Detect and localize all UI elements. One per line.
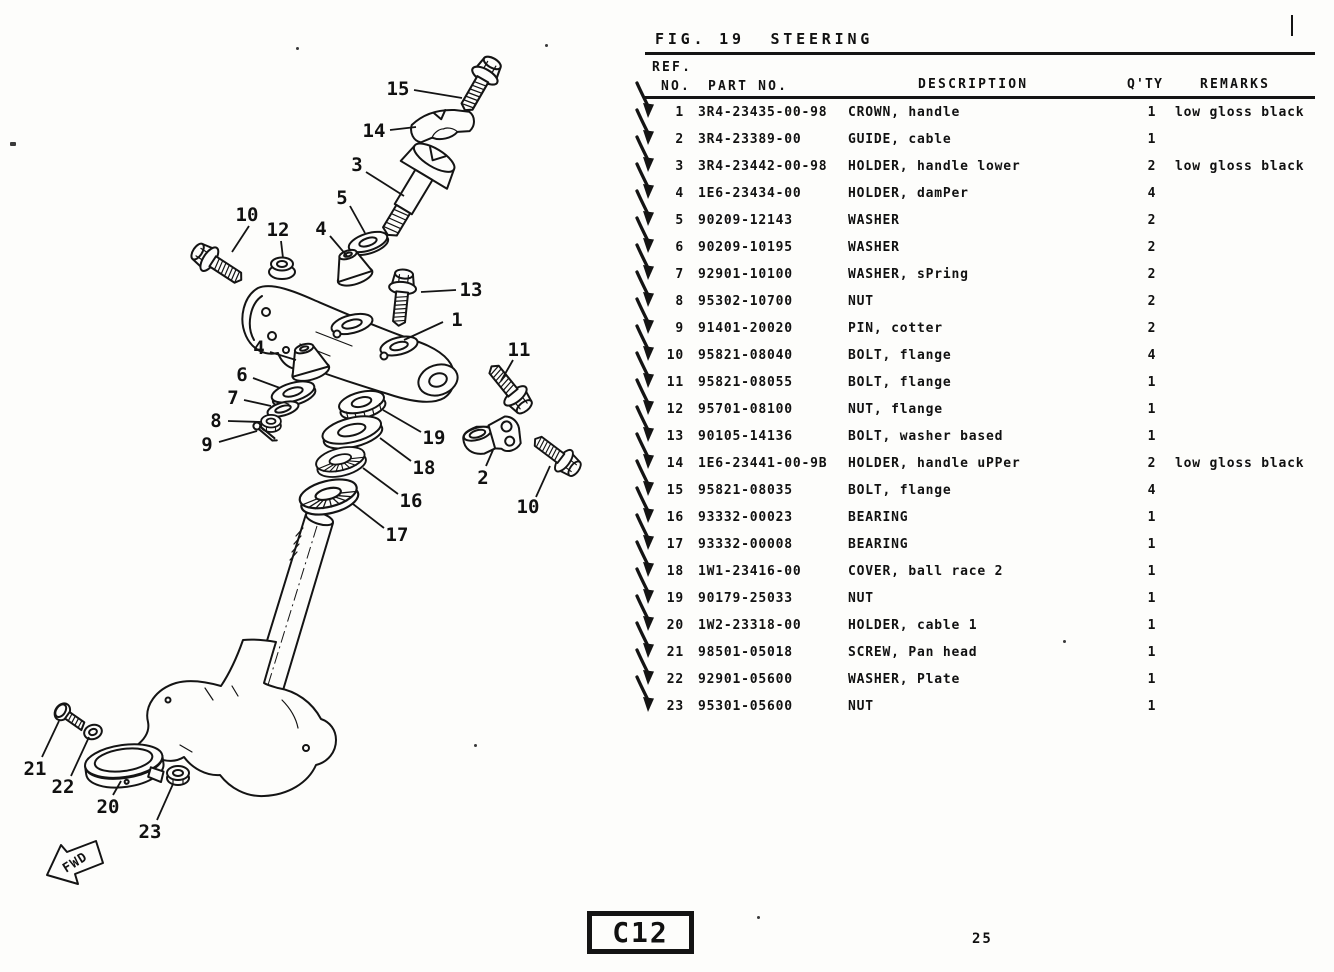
part-no: 3R4-23435-00-98 (698, 105, 828, 120)
qty: 1 (1147, 618, 1157, 633)
description: NUT (848, 591, 874, 606)
table-row (630, 105, 1334, 121)
remarks: low gloss black (1175, 105, 1305, 120)
callout-label: 16 (399, 490, 423, 512)
description: NUT (848, 294, 874, 309)
remarks: low gloss black (1175, 456, 1305, 471)
part-no: 95301-05600 (698, 699, 793, 714)
callout-label: 12 (266, 219, 290, 241)
table-row (630, 186, 1334, 202)
clamp-nut-part (167, 766, 189, 785)
callout-label: 5 (336, 187, 348, 209)
callout-label: 7 (227, 387, 239, 409)
callout-label: 3 (351, 154, 363, 176)
description: HOLDER, handle uPPer (848, 456, 1021, 471)
part-no: 1E6-23434-00 (698, 186, 802, 201)
table-row (630, 564, 1334, 580)
qty: 1 (1147, 591, 1157, 606)
flange-bolt-left-part (186, 238, 248, 291)
qty: 1 (1147, 375, 1157, 390)
print-speck (10, 142, 16, 146)
ref-no: 3 (675, 159, 684, 174)
callout-leader (219, 431, 257, 442)
callout-leader (380, 438, 411, 461)
description: BOLT, flange (848, 375, 952, 390)
qty: 4 (1147, 483, 1157, 498)
print-speck (757, 916, 760, 919)
part-no: 95302-10700 (698, 294, 793, 309)
table-row (630, 321, 1334, 337)
part-no: 1W1-23416-00 (698, 564, 802, 579)
description: PIN, cotter (848, 321, 943, 336)
callout-label: 15 (386, 78, 410, 100)
table-row (630, 429, 1334, 445)
callout-label: 10 (516, 496, 540, 518)
callout-label: 8 (210, 410, 222, 432)
ref-no: 5 (675, 213, 684, 228)
table-row (630, 375, 1334, 391)
part-no: 93332-00023 (698, 510, 793, 525)
callout-label: 23 (138, 821, 162, 843)
part-no: 95821-08040 (698, 348, 793, 363)
callout-label: 14 (362, 120, 386, 142)
registration-tick (1291, 15, 1293, 36)
table-row (630, 456, 1334, 472)
ref-no: 2 (675, 132, 684, 147)
description: BOLT, flange (848, 348, 952, 363)
qty: 1 (1147, 645, 1157, 660)
print-speck (296, 47, 299, 50)
description: COVER, ball race 2 (848, 564, 1004, 579)
col-header-ref-1: REF. (652, 60, 693, 75)
part-no: 3R4-23442-00-98 (698, 159, 828, 174)
table-row (630, 213, 1334, 229)
description: BEARING (848, 537, 909, 552)
callout-label: 1 (451, 309, 463, 331)
ref-no: 12 (666, 402, 684, 417)
section-code-box (587, 911, 694, 954)
qty: 1 (1147, 564, 1157, 579)
remarks: low gloss black (1175, 159, 1305, 174)
table-row (630, 618, 1334, 634)
callout-leader (281, 241, 283, 258)
table-row (630, 591, 1334, 607)
qty: 1 (1147, 537, 1157, 552)
part-no: 90105-14136 (698, 429, 793, 444)
part-no: 95701-08100 (698, 402, 793, 417)
callout-label: 18 (412, 457, 436, 479)
part-no: 98501-05018 (698, 645, 793, 660)
table-row (630, 267, 1334, 283)
description: HOLDER, cable 1 (848, 618, 978, 633)
qty: 2 (1147, 267, 1157, 282)
table-row (630, 672, 1334, 688)
part-no: 91401-20020 (698, 321, 793, 336)
description: NUT (848, 699, 874, 714)
flange-bolt-right-part (527, 429, 585, 482)
table-row (630, 240, 1334, 256)
exploded-diagram (0, 0, 640, 972)
qty: 1 (1147, 672, 1157, 687)
col-header-part-no: PART NO. (708, 79, 789, 94)
callout-label: 20 (96, 796, 120, 818)
cable-guide-part (460, 414, 524, 463)
description: WASHER (848, 240, 900, 255)
washer-based-bolt-part (385, 268, 418, 327)
qty: 1 (1147, 699, 1157, 714)
description: GUIDE, cable (848, 132, 952, 147)
ref-no: 10 (666, 348, 684, 363)
ref-no: 18 (666, 564, 684, 579)
table-row (630, 510, 1334, 526)
description: BEARING (848, 510, 909, 525)
col-header-qty: Q'TY (1127, 77, 1164, 92)
callout-leader (157, 784, 173, 820)
qty: 1 (1147, 402, 1157, 417)
part-no: 95821-08035 (698, 483, 793, 498)
qty: 2 (1147, 213, 1157, 228)
callout-label: 13 (459, 279, 483, 301)
callout-leader (42, 721, 59, 757)
page-number: 25 (972, 931, 993, 947)
qty: 4 (1147, 186, 1157, 201)
description: SCREW, Pan head (848, 645, 978, 660)
callout-leader (228, 421, 262, 422)
qty: 1 (1147, 429, 1157, 444)
table-row (630, 537, 1334, 553)
table-row (630, 348, 1334, 364)
callout-label: 6 (236, 364, 248, 386)
callout-label: 21 (23, 758, 47, 780)
col-header-description: DESCRIPTION (918, 77, 1029, 92)
ref-no: 23 (666, 699, 684, 714)
part-no: 92901-10100 (698, 267, 793, 282)
ref-no: 21 (666, 645, 684, 660)
ref-no: 20 (666, 618, 684, 633)
part-no: 90209-12143 (698, 213, 793, 228)
qty: 2 (1147, 294, 1157, 309)
description: HOLDER, handle lower (848, 159, 1021, 174)
ref-no: 8 (675, 294, 684, 309)
callout-label: 11 (507, 339, 531, 361)
callout-label: 10 (235, 204, 259, 226)
table-row (630, 699, 1334, 715)
ref-no: 7 (675, 267, 684, 282)
callout-leader (353, 504, 384, 528)
ref-no: 1 (675, 105, 684, 120)
ref-no: 17 (666, 537, 684, 552)
part-no: 93332-00008 (698, 537, 793, 552)
callout-label: 2 (477, 467, 489, 489)
plate-washer-part (82, 723, 103, 742)
callout-leader (383, 410, 421, 432)
holder-bolt-part (453, 52, 507, 118)
figure-title: FIG. 19 STEERING (655, 30, 874, 48)
callout-label: 4 (253, 337, 265, 359)
callout-label: 4 (315, 218, 327, 240)
part-no: 90209-10195 (698, 240, 793, 255)
section-code: C12 (612, 916, 669, 949)
callout-leader (350, 206, 365, 233)
upper-bearing-part (314, 443, 369, 482)
qty: 2 (1147, 240, 1157, 255)
callout-leader (404, 322, 443, 340)
ref-no: 19 (666, 591, 684, 606)
callout-leader (366, 172, 404, 196)
part-no: 95821-08055 (698, 375, 793, 390)
part-no: 3R4-23389-00 (698, 132, 802, 147)
callout-label: 9 (201, 434, 213, 456)
callout-leader (363, 468, 398, 494)
print-speck (474, 744, 477, 747)
fwd-label: FWD (60, 849, 91, 877)
holder-cable-part (83, 740, 166, 792)
description: WASHER, Plate (848, 672, 961, 687)
qty: 4 (1147, 348, 1157, 363)
col-header-ref-2: NO. (661, 79, 692, 94)
description: CROWN, handle (848, 105, 961, 120)
table-row (630, 402, 1334, 418)
part-no: 92901-05600 (698, 672, 793, 687)
lower-bearing-part (297, 474, 361, 520)
ref-no: 9 (675, 321, 684, 336)
qty: 2 (1147, 456, 1157, 471)
print-speck (545, 44, 548, 47)
callout-label: 17 (385, 524, 409, 546)
print-speck (1063, 640, 1066, 643)
callout-leader (244, 400, 271, 406)
pan-screw-part (51, 700, 88, 734)
callout-leader (421, 290, 456, 292)
qty: 2 (1147, 159, 1157, 174)
callout-leader (414, 90, 462, 98)
callout-leader (536, 466, 550, 497)
description: BOLT, flange (848, 483, 952, 498)
table-row (630, 159, 1334, 175)
description: NUT, flange (848, 402, 943, 417)
table-row (630, 294, 1334, 310)
crown-handle-part (242, 286, 461, 402)
header-rule-top (645, 52, 1315, 55)
part-no: 1E6-23441-00-9B (698, 456, 828, 471)
table-row (630, 483, 1334, 499)
callout-leader (253, 378, 280, 388)
ref-no: 4 (675, 186, 684, 201)
qty: 2 (1147, 321, 1157, 336)
qty: 1 (1147, 510, 1157, 525)
ref-no: 22 (666, 672, 684, 687)
part-no: 90179-25033 (698, 591, 793, 606)
table-row (630, 645, 1334, 661)
qty: 1 (1147, 132, 1157, 147)
table-row (630, 132, 1334, 148)
part-no: 1W2-23318-00 (698, 618, 802, 633)
callout-leader (232, 226, 249, 252)
callout-leader (330, 236, 347, 256)
description: WASHER (848, 213, 900, 228)
description: WASHER, sPring (848, 267, 969, 282)
qty: 1 (1147, 105, 1157, 120)
description: HOLDER, damPer (848, 186, 969, 201)
ref-no: 16 (666, 510, 684, 525)
callout-label: 19 (422, 427, 446, 449)
ref-no: 6 (675, 240, 684, 255)
callout-label: 22 (51, 776, 75, 798)
col-header-remarks: REMARKS (1200, 77, 1271, 92)
flange-nut-part (269, 258, 295, 280)
ref-no: 11 (666, 375, 684, 390)
header-rule-bottom (645, 96, 1315, 99)
description: BOLT, washer based (848, 429, 1004, 444)
ref-no: 13 (666, 429, 684, 444)
ref-no: 15 (666, 483, 684, 498)
ref-no: 14 (666, 456, 684, 471)
fwd-arrow-icon (47, 841, 103, 884)
